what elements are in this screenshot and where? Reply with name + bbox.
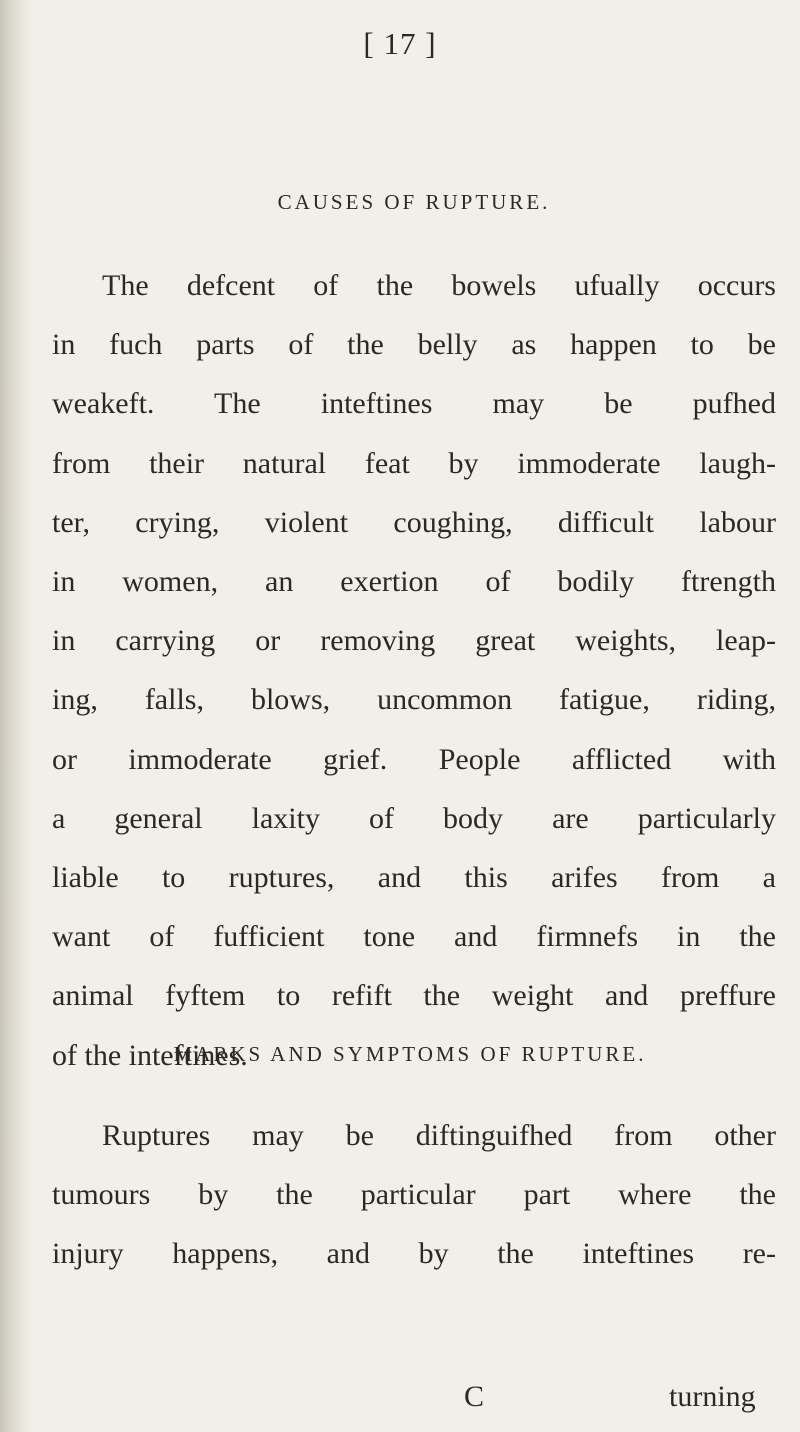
text-line: weakeft. The inteftines may be pufhed: [52, 387, 776, 421]
text-line: ter, crying, violent coughing, difficult labour: [52, 505, 776, 539]
catchword: turning: [669, 1380, 756, 1413]
section-heading-marks-and-symptoms: MARKS AND SYMPTOMS OF RUPTURE.: [173, 1042, 647, 1066]
text-line: in fuch parts of the belly as happen to be: [52, 328, 776, 362]
text-line: liable to ruptures, and this arifes from a: [52, 861, 776, 895]
text-line: or immoderate grief. People afflicted with: [52, 742, 776, 776]
text-line: in carrying or removing great weights, leap-: [52, 624, 776, 658]
section-heading-causes: CAUSES OF RUPTURE.: [277, 190, 551, 214]
text-line: The defcent of the bowels ufually occurs: [102, 269, 776, 302]
text-line: want of fufficient tone and firmnefs in the: [52, 920, 776, 954]
text-line: tumours by the particular part where the: [52, 1178, 776, 1212]
page-number: [ 17 ]: [363, 26, 437, 61]
signature-mark: C: [464, 1380, 485, 1413]
text-line: of the inteftines.: [52, 1038, 248, 1072]
text-line: a general laxity of body are particularly: [52, 801, 776, 835]
text-line: animal fyftem to refift the weight and preffure: [52, 979, 776, 1013]
text-line: in women, an exertion of bodily ftrength: [52, 565, 776, 599]
text-line: from their natural feat by immoderate laugh-: [52, 446, 776, 480]
text-line: Ruptures may be diftinguifhed from other: [102, 1119, 776, 1152]
paragraph-marks-and-symptoms: [52, 1106, 776, 1284]
text-line: ing, falls, blows, uncommon fatigue, riding,: [52, 683, 776, 717]
paragraph-causes: [52, 256, 776, 1085]
text-line: injury happens, and by the inteftines re-: [52, 1237, 776, 1271]
